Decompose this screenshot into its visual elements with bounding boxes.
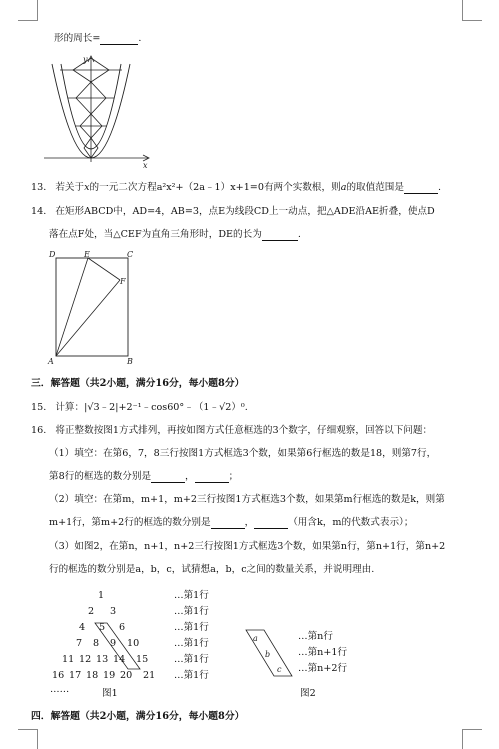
fig1-num: 8 [93, 638, 100, 649]
q16-part2-blank-2[interactable] [254, 518, 288, 529]
q16-part1-text: 第8行的框选的数分别是 [49, 471, 152, 482]
q16-part2-line2 [49, 517, 413, 529]
q12-parabola-figure [40, 52, 152, 170]
q14-answer-blank[interactable] [262, 230, 298, 241]
q13-number: 13. [31, 182, 47, 193]
q16-part3-line2: 行的框选的数分别是a，b，c，试猜想a，b，c之间的数量关系，并说明理由. [49, 564, 375, 575]
fig1-ellipsis: …… [50, 684, 70, 695]
q14-line2 [49, 229, 301, 241]
q15-number: 15. [31, 402, 47, 413]
fig2-row-label-2: …第n+1行 [298, 647, 348, 658]
fig1-num: 11 [62, 654, 75, 665]
q13-var-x: x [84, 182, 90, 193]
crop-mark-top-right-v [462, 0, 463, 20]
fig2-cell-c: c [277, 665, 282, 674]
q16-part1-blank-1[interactable] [151, 472, 185, 483]
fig2-cell-b: b [265, 650, 271, 659]
figure1 [40, 590, 240, 705]
segment-ae [56, 258, 88, 356]
fig1-row-1 [98, 590, 104, 602]
q13-end: . [438, 182, 442, 193]
q16-part2-blank-1[interactable] [211, 518, 245, 529]
fig1-row-3 [79, 622, 125, 634]
fig1-num: 15 [136, 654, 149, 665]
q12-tail-line [54, 33, 141, 45]
fig1-num: 13 [96, 654, 109, 665]
q14-text-line1: 在矩形ABCD中，AD=4，AB=3，点E为线段CD上一动点，把△ADE沿AE折叠，使点D [55, 206, 435, 217]
q14-number: 14. [31, 206, 47, 217]
q13-text-c: 有两个实数根，则 [263, 182, 341, 193]
fig1-num: 18 [86, 670, 99, 681]
crop-mark-bottom-left-h [18, 729, 38, 730]
q14-end: . [297, 229, 301, 240]
segment-af [56, 280, 120, 356]
fig1-row-4 [76, 638, 139, 650]
q12-end: . [138, 33, 142, 44]
crop-mark-top-left-h [18, 20, 38, 21]
q13-equation: a²x²+（2a﹣1）x+1=0 [156, 182, 264, 193]
fig1-num: 16 [52, 670, 65, 681]
fig2-row-label-1: …第n行 [298, 631, 333, 642]
fig1-num: 4 [79, 622, 86, 633]
crop-mark-top-left-v [37, 0, 38, 20]
fig1-num: 5 [99, 622, 106, 633]
crop-mark-bottom-left-v [37, 729, 38, 749]
fig1-num: 7 [76, 638, 83, 649]
fig1-caption: 图1 [102, 688, 118, 699]
q16-number: 16. [31, 425, 47, 436]
q12-tail-text: 形的周长= [54, 33, 101, 44]
q16-part1-line1: （1）填空：在第6，7，8三行按图1方式框选3个数，如果第6行框选的数是18，则第7行， [49, 448, 437, 459]
q16-intro-line [31, 425, 432, 437]
fig1-row-label-1: …第1行 [174, 590, 209, 601]
fig1-row-label-2: …第1行 [174, 606, 209, 617]
fig1-row-6 [52, 670, 155, 682]
q15-line [31, 402, 248, 414]
fig1-row-5 [62, 654, 148, 666]
q14-rectangle-figure [46, 248, 142, 368]
fig1-num: 21 [143, 670, 156, 681]
fig1-num: 12 [79, 654, 92, 665]
q14-text-line2: 落在点F处，当△CEF为直角三角形时，DE的长为 [49, 229, 262, 240]
q13-text-d: 的取值范围是 [346, 182, 404, 193]
segment-ef [88, 258, 120, 280]
fig1-row-2 [88, 606, 116, 618]
q13-answer-blank[interactable] [404, 183, 438, 194]
label-d: D [49, 250, 56, 259]
q13-text-b: 的一元二次方程 [89, 182, 157, 193]
fig1-num: 19 [103, 670, 116, 681]
q16-part1-sep: ， [185, 471, 195, 482]
section4-heading: 四．解答题（共2小题，满分16分，每小题8分） [31, 711, 245, 722]
label-b: B [127, 357, 133, 366]
q16-part2-text: m+1行，第m+2行的框选的数分别是 [49, 517, 211, 528]
fig1-row-label-6: …第1行 [174, 670, 209, 681]
fig1-num: 9 [110, 638, 117, 649]
q14-line1 [31, 206, 435, 218]
label-f: F [120, 277, 126, 286]
fig1-row-label-3: …第1行 [174, 622, 209, 633]
q16-part2-line1: （2）填空：在第m，m+1，m+2三行按图1方式框选3个数，如果第m行框选的数是k，则第 [49, 494, 445, 505]
label-e: E [84, 250, 90, 259]
q15-text: 计算：|√3﹣2|+2⁻¹﹣cos60°﹣（1﹣√2）⁰. [55, 402, 248, 413]
figure2-parallelogram [244, 628, 304, 680]
q16-part2-end: （用含k，m的代数式表示）； [288, 517, 414, 528]
fig1-num: 2 [88, 606, 95, 617]
fig1-num: 3 [110, 606, 117, 617]
fig1-row-label-5: …第1行 [174, 654, 209, 665]
q16-part2-sep: ， [244, 517, 255, 528]
crop-mark-bottom-right-v [462, 729, 463, 749]
q13-line [31, 182, 441, 194]
fig1-num: 10 [127, 638, 140, 649]
rectangle-abcd [56, 258, 128, 356]
x-axis-label: x [143, 161, 148, 170]
y-axis-label: y [83, 55, 88, 64]
q16-part1-end: ； [228, 471, 239, 482]
fig2-row-label-3: …第n+2行 [298, 663, 348, 674]
fig2-caption: 图2 [300, 688, 316, 699]
label-c: C [127, 250, 134, 259]
fig1-num: 20 [120, 670, 133, 681]
q16-part1-blank-2[interactable] [195, 472, 229, 483]
q16-part3-line1: （3）如图2，在第n，n+1，n+2三行按图1方式框选3个数，如果第n行，第n+1行，第n+2 [49, 541, 446, 552]
fig2-cell-a: a [253, 634, 258, 643]
q12-answer-blank[interactable] [100, 34, 138, 45]
q13-text-a: 若关于 [55, 182, 85, 193]
label-a: A [48, 357, 54, 366]
q16-intro: 将正整数按图1方式排列，再按如图方式任意框选的3个数字，仔细观察，回答以下问题： [55, 425, 433, 436]
fig1-num: 17 [69, 670, 82, 681]
crop-mark-top-right-h [462, 20, 482, 21]
q16-part1-line2 [49, 471, 238, 483]
fig1-row-label-4: …第1行 [174, 638, 209, 649]
section3-heading: 三．解答题（共2小题，满分16分，每小题8分） [31, 378, 245, 389]
fig1-num: 1 [98, 590, 105, 601]
fig1-num: 6 [119, 622, 126, 633]
q13-var-a: a [340, 182, 347, 193]
fig1-num: 14 [113, 654, 126, 665]
crop-mark-bottom-right-h [462, 729, 482, 730]
